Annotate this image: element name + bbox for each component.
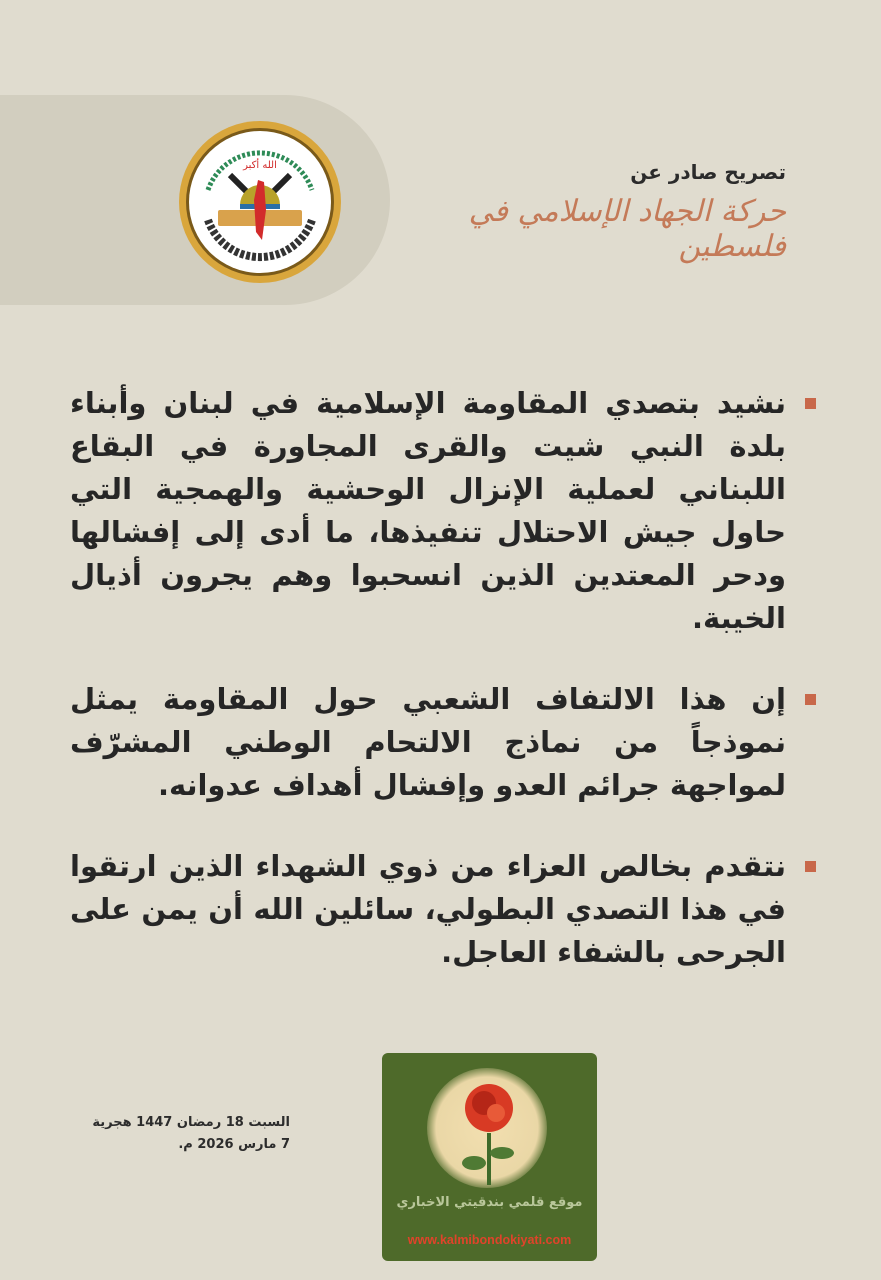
rose-icon <box>444 1073 534 1188</box>
date-hijri: السبت 18 رمضان 1447 هجرية <box>92 1115 290 1130</box>
statement-body <box>70 382 816 1012</box>
statement-item <box>70 382 816 640</box>
statement-item <box>70 678 816 807</box>
news-site-promo-card[interactable] <box>382 1053 597 1261</box>
movement-name: حركة الجهاد الإسلامي في فلسطين <box>468 194 786 264</box>
movement-logo <box>178 120 342 284</box>
square-bullet-icon <box>805 398 816 409</box>
square-bullet-icon <box>805 694 816 705</box>
statement-text: نتقدم بخالص العزاء من ذوي الشهداء الذين ارتقوا في هذا التصدي البطولي، سائلين الله أن يمن على الجرحى بالشفاء العاجل. <box>70 849 786 969</box>
date-block <box>90 1112 290 1156</box>
issued-by-label: تصريح صادر عن <box>630 160 786 184</box>
header-title-block <box>366 160 786 264</box>
site-url-link[interactable]: www.kalmibondokiyati.com <box>407 1233 572 1247</box>
site-name: موقع قلمي بندقيتي الاخباري <box>396 1195 583 1210</box>
statement-text: إن هذا الالتفاف الشعبي حول المقاومة يمثل نموذجاً من نماذج الالتحام الوطني المشرّف لمواجهة جرائم العدو وإفشال أهداف عدوانه. <box>70 682 786 802</box>
statement-text: نشيد بتصدي المقاومة الإسلامية في لبنان وأبناء بلدة النبي شيت والقرى المجاورة في البقاع اللبناني لعملية الإنزال الوحشية والهمجية التي حاول جيش الاحتلال تنفيذها، ما أدى إلى إفشالها ودحر المعتدين الذين انسحبوا وهم يجرون أذيال الخيبة. <box>70 386 786 635</box>
statement-item <box>70 845 816 974</box>
date-gregorian: 7 مارس 2026 م. <box>178 1137 290 1152</box>
svg-text:الله أكبر: الله أكبر <box>243 160 277 171</box>
square-bullet-icon <box>805 861 816 872</box>
